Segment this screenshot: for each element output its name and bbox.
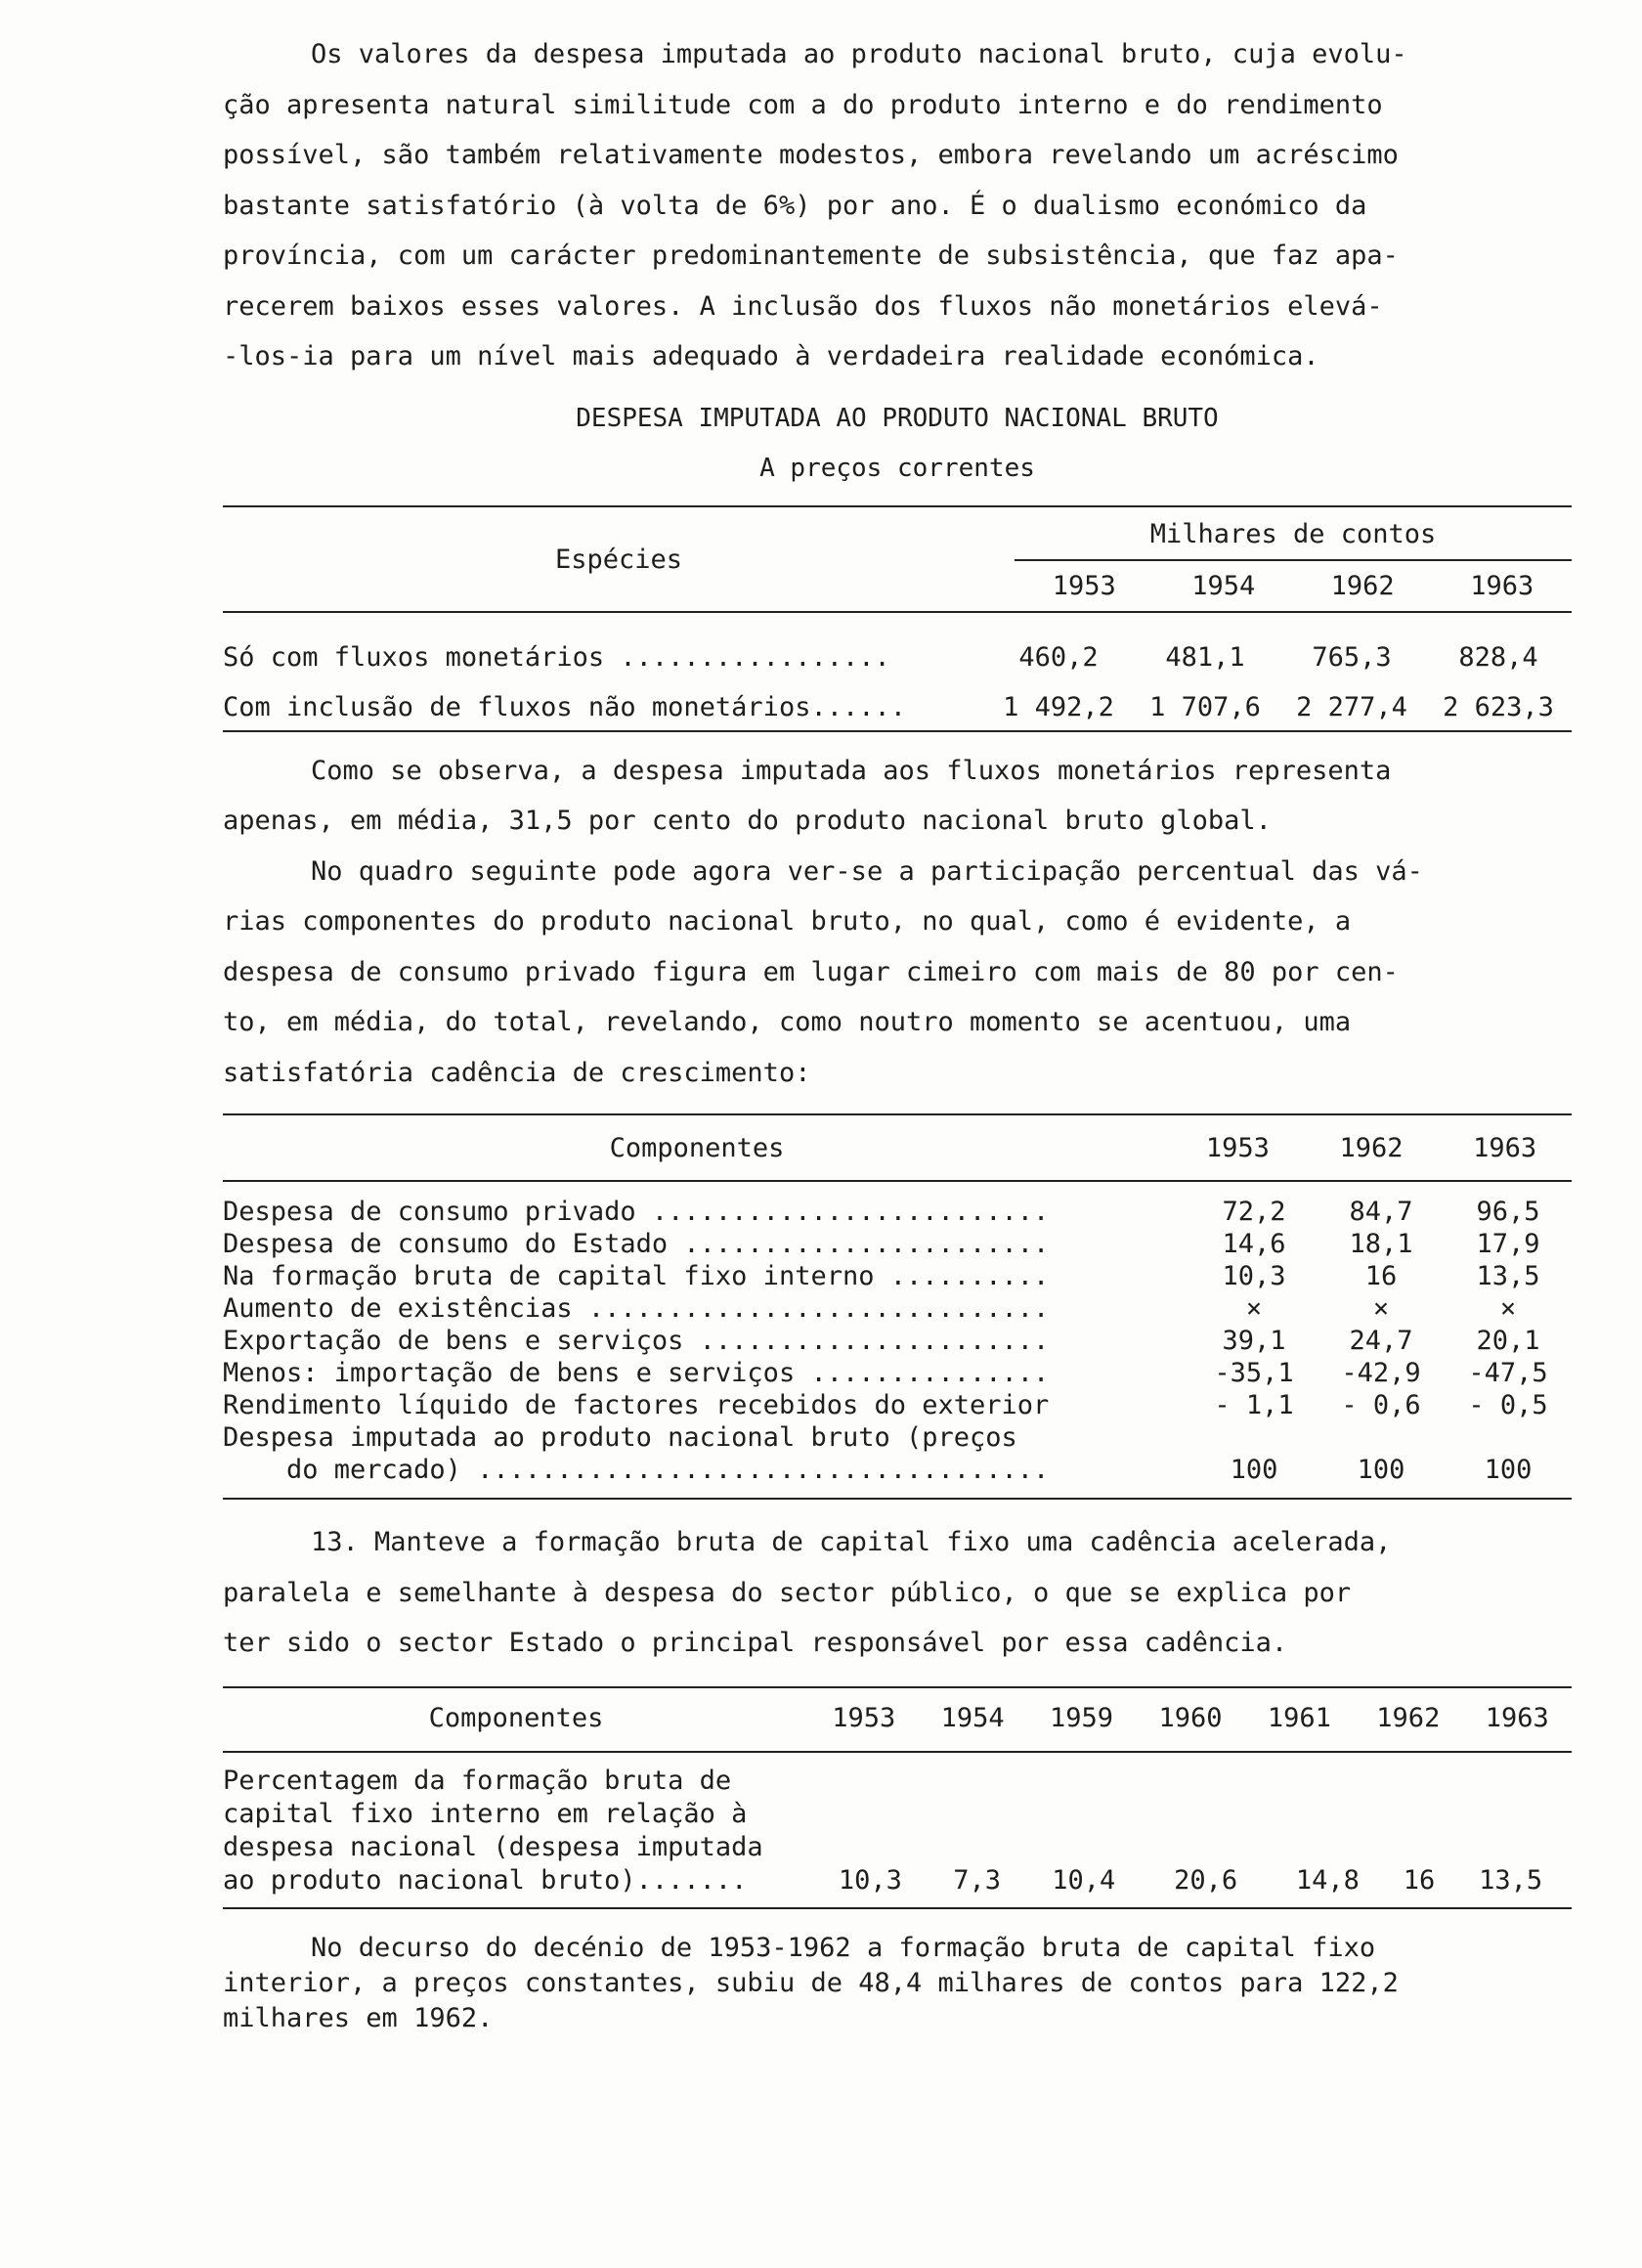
table-row (223, 1260, 1572, 1292)
text-line: ção apresenta natural similitude com a do produto interno e do rendimento (223, 89, 1383, 120)
row-label: Rendimento líquido de factores recebidos do exterior (223, 1390, 1050, 1420)
cell-value: 10,4 (1052, 1864, 1116, 1896)
table2-col-header: Componentes (609, 1132, 785, 1163)
middle-paragraph-2 (223, 847, 1572, 1099)
text-line: 13. Manteve a formação bruta de capital fixo uma cadência acelerada, (311, 1527, 1392, 1557)
row-label: Despesa imputada ao produto nacional bruto (preços (223, 1422, 1017, 1453)
cell-value: 84,7 (1349, 1197, 1413, 1227)
table-row (223, 1421, 1572, 1454)
table2-year: 1963 (1473, 1132, 1537, 1163)
table3-year: 1953 (832, 1703, 896, 1733)
closing-paragraph (223, 1931, 1572, 2036)
cell-value: 10,3 (1222, 1261, 1286, 1291)
row-label: Menos: importação de bens e serviços ............... (223, 1358, 1050, 1388)
section13-paragraph (223, 1517, 1572, 1669)
table2-year: 1953 (1205, 1132, 1270, 1163)
cell-value: 96,5 (1476, 1197, 1540, 1227)
document-page (223, 29, 1572, 2036)
table2-top-rule (223, 1113, 1572, 1115)
text-line: rias componentes do produto nacional bruto, no qual, como é evidente, a (223, 906, 1352, 937)
cell-value: -35,1 (1214, 1358, 1294, 1388)
text-line: satisfatória cadência de crescimento: (223, 1057, 811, 1088)
table-row (223, 623, 1572, 673)
cell-value: 1 707,6 (1149, 691, 1261, 722)
table-row (223, 1325, 1572, 1357)
cell-value: 1 492,2 (1003, 691, 1114, 722)
middle-paragraph-1 (223, 746, 1572, 847)
text-line: província, com um carácter predominantemente de subsistência, que faz apa- (223, 240, 1399, 271)
cell-value: 481,1 (1165, 641, 1245, 673)
table3-year: 1954 (940, 1703, 1005, 1733)
cell-value: 13,5 (1476, 1261, 1540, 1291)
row-label: Só com fluxos monetários ................. (223, 641, 890, 673)
cell-value (1318, 1421, 1445, 1454)
row-label: despesa nacional (despesa imputada (223, 1831, 763, 1862)
table1-subtitle: A preços correntes (759, 453, 1035, 483)
row-label: capital fixo interno em relação à (223, 1798, 748, 1829)
table1-year: 1953 (1052, 570, 1116, 601)
intro-paragraph (223, 29, 1572, 382)
cell-value: × (1499, 1293, 1517, 1324)
text-line: recerem baixos esses valores. A inclusão dos fluxos não monetários elevá- (223, 290, 1383, 322)
text-line: to, em média, do total, revelando, como noutro momento se acentuou, uma (223, 1007, 1352, 1037)
text-line: Os valores da despesa imputada ao produto nacional bruto, cuja evolu- (311, 39, 1407, 69)
table3-top-rule (223, 1686, 1572, 1688)
table3-year: 1962 (1376, 1703, 1441, 1733)
cell-value: 2 277,4 (1296, 691, 1407, 722)
table-row (223, 1389, 1572, 1421)
table3-header (223, 1692, 1572, 1745)
cell-value: 16 (1403, 1864, 1436, 1896)
cell-value: 24,7 (1349, 1326, 1413, 1356)
table3-col-header: Componentes (428, 1703, 604, 1733)
table1-year: 1963 (1470, 570, 1534, 601)
row-label: Com inclusão de fluxos não monetários...... (223, 691, 906, 722)
cell-value: 20,6 (1174, 1864, 1238, 1896)
cell-value: -47,5 (1468, 1358, 1548, 1388)
row-label: ao produto nacional bruto)....... (223, 1864, 748, 1896)
text-line: No quadro seguinte pode agora ver-se a participação percentual das vá- (311, 855, 1423, 887)
table2-body (223, 1196, 1572, 1486)
text-line: bastante satisfatório (à volta de 6%) por ano. É o dualismo económico da (223, 190, 1367, 221)
table2-year: 1962 (1339, 1132, 1404, 1163)
row-label: Despesa de consumo do Estado ....................... (223, 1229, 1050, 1259)
text-line: No decurso do decénio de 1953-1962 a formação bruta de capital fixo (311, 1932, 1376, 1963)
cell-value: - 1,1 (1214, 1390, 1294, 1420)
table1-year: 1962 (1330, 570, 1395, 601)
text-line: -los-ia para um nível mais adequado à verdadeira realidade económica. (223, 341, 1319, 371)
cell-value: 39,1 (1222, 1326, 1286, 1356)
row-label: Na formação bruta de capital fixo interno .......... (223, 1261, 1050, 1291)
text-line: despesa de consumo privado figura em lugar cimeiro com mais de 80 por cen- (223, 956, 1399, 987)
row-label: Exportação de bens e serviços ...................... (223, 1326, 1050, 1356)
text-line: paralela e semelhante à despesa do sector público, o que se explica por (223, 1577, 1352, 1608)
cell-value: 16 (1364, 1261, 1398, 1291)
cell-value: 17,9 (1476, 1229, 1540, 1259)
table3-year: 1960 (1158, 1703, 1223, 1733)
table3-year: 1959 (1050, 1703, 1114, 1733)
table-row (223, 1228, 1572, 1260)
cell-value: 14,8 (1295, 1864, 1360, 1896)
table1-mid-rule (223, 611, 1572, 613)
cell-value: - 0,6 (1341, 1390, 1421, 1420)
text-line: milhares em 1962. (223, 2002, 494, 2033)
table3-year: 1961 (1267, 1703, 1331, 1733)
cell-value: × (1245, 1293, 1263, 1324)
table-row (223, 1864, 1572, 1897)
table-row (223, 1292, 1572, 1325)
cell-value: 20,1 (1476, 1326, 1540, 1356)
table1 (223, 509, 1572, 611)
table-row (223, 1454, 1572, 1486)
text-line: ter sido o sector Estado o principal responsável por essa cadência. (223, 1628, 1288, 1658)
cell-value (1190, 1421, 1318, 1454)
cell-value (1445, 1421, 1572, 1454)
cell-value: 2 623,3 (1443, 691, 1554, 722)
cell-value: 100 (1230, 1455, 1278, 1485)
cell-value: 100 (1357, 1455, 1405, 1485)
text-line: apenas, em média, 31,5 por cento do produto nacional bruto global. (223, 806, 1272, 836)
text-line: Como se observa, a despesa imputada aos fluxos monetários representa (311, 755, 1392, 786)
row-label: Percentagem da formação bruta de (223, 1765, 732, 1796)
table-row (223, 1357, 1572, 1389)
table1-top-rule (223, 505, 1572, 507)
cell-value: 7,3 (953, 1864, 1001, 1896)
table3-body (223, 1765, 1572, 1897)
cell-value: 765,3 (1312, 641, 1392, 673)
cell-value: 100 (1484, 1455, 1533, 1485)
table3-mid-rule (223, 1751, 1572, 1753)
cell-value: 13,5 (1479, 1864, 1543, 1896)
row-label: Despesa de consumo privado ......................... (223, 1197, 1050, 1227)
table-row (223, 673, 1572, 722)
cell-value: 72,2 (1222, 1197, 1286, 1227)
row-label: Aumento de existências ............................. (223, 1293, 1050, 1324)
cell-value: × (1372, 1293, 1390, 1324)
cell-value: -42,9 (1341, 1358, 1421, 1388)
cell-value: 460,2 (1018, 641, 1099, 673)
table2-mid-rule (223, 1180, 1572, 1182)
table1-group-header: Milhares de contos (1015, 509, 1572, 560)
table-row (223, 1196, 1572, 1228)
table2-header (223, 1121, 1572, 1174)
table1-body (223, 623, 1572, 722)
cell-value: 828,4 (1458, 641, 1538, 673)
table1-year: 1954 (1191, 570, 1256, 601)
cell-value: - 0,5 (1468, 1390, 1548, 1420)
cell-value: 14,6 (1222, 1229, 1286, 1259)
text-line: interior, a preços constantes, subiu de 48,4 milhares de contos para 122,2 (223, 1967, 1399, 1998)
table3-year: 1963 (1485, 1703, 1549, 1733)
cell-value: 18,1 (1349, 1229, 1413, 1259)
cell-value: 10,3 (838, 1864, 902, 1896)
table1-col-header: Espécies (554, 545, 683, 575)
table1-title: DESPESA IMPUTADA AO PRODUTO NACIONAL BRUTO (576, 403, 1219, 433)
text-line: possível, são também relativamente modestos, embora revelando um acréscimo (223, 140, 1399, 170)
row-label: do mercado) .................................... (223, 1455, 1050, 1485)
